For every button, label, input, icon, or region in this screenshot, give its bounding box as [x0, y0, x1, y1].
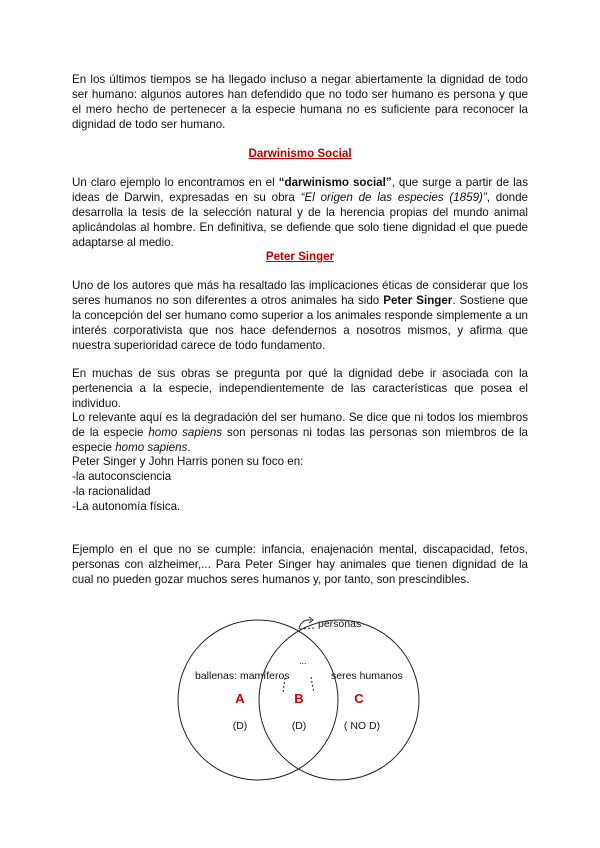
singer-paragraph-3	[72, 410, 528, 455]
italic-term: homo sapiens	[148, 426, 223, 439]
intro-paragraph: En los últimos tiempos se ha llegado incluso a negar abiertamente la dignidad de todo ser humano: algunos autores han defendido que no todo ser humano es persona y que el mero hecho de pertenecer a la especie humana no es suficiente para reconocer la dignidad de todo ser humano.	[72, 73, 528, 131]
region-b-label: B	[294, 691, 304, 706]
heading-peter-singer: Peter Singer	[265, 250, 335, 263]
region-a-label: A	[235, 691, 245, 706]
intersection-dash-right	[311, 677, 314, 693]
focus-item: -la autoconsciencia	[72, 470, 172, 483]
text-run: .	[187, 441, 191, 454]
left-circle	[178, 620, 338, 780]
region-b-sublabel: (D)	[291, 720, 307, 732]
text-run: Uno de los autores que más ha resaltado las implicaciones éticas de considerar que los seres humanos no son diferentes a otros animales ha sido	[72, 279, 528, 307]
bold-term: “darwinismo social”	[278, 176, 392, 189]
venn-diagram	[0, 600, 600, 800]
focus-item: -La autonomía física.	[72, 500, 181, 513]
focus-intro: Peter Singer y John Harris ponen su foco en:	[72, 455, 304, 468]
text-run: , que surge a partir de las ideas de Darwin, expresadas en su obra	[72, 176, 528, 204]
text-run: son personas ni todas las personas son miembros de la especie	[72, 426, 528, 454]
singer-paragraph-2: En muchas de sus obras se pregunta por qué la dignidad debe ir asociada con la pertenencia a la especie, independientemente de las características que posea el individuo.	[72, 367, 528, 410]
focus-list	[72, 454, 528, 514]
italic-term: homo sapiens	[115, 441, 188, 454]
singer-paragraph-1	[72, 278, 528, 353]
right-circle	[259, 620, 419, 780]
intersection-dot: ...	[299, 656, 307, 666]
text-run: . Sostiene que la concepción del ser humano como superior a los animales responde simplemente a un interés corporativista que nos hace defendernos a nosotros mismos, y afirma que nuestra superioridad carece de todo fundamento.	[72, 294, 528, 352]
region-c-label: C	[354, 691, 364, 706]
text-run: Un claro ejemplo lo encontramos en el	[72, 176, 279, 189]
text-run: , donde desarrolla la tesis de la selección natural y de la herencia propias del mundo animal aplicándolas al hombre. En definitiva, se defiende que solo tiene dignidad el que puede adaptarse al medio.	[72, 191, 528, 249]
right-circle-label: seres humanos	[331, 670, 403, 682]
singer-paragraph-5: Ejemplo en el que no se cumple: infancia, enajenación mental, discapacidad, fetos, personas con alzheimer,... Para Peter Singer hay animales que tienen dignidad de la cual no pueden gozar muchos seres humanos y, por tanto, son prescindibles.	[72, 543, 528, 586]
heading-darwinismo-social: Darwinismo Social	[248, 147, 352, 160]
region-a-sublabel: (D)	[232, 720, 248, 732]
bold-name: Peter Singer	[383, 294, 453, 307]
arrow-label: personas	[318, 618, 362, 630]
italic-book-title: “El origen de las especies (1859)”	[300, 191, 487, 204]
darwinismo-paragraph	[72, 175, 528, 250]
left-circle-label: ballenas: mamíferos	[195, 670, 290, 682]
text-run: Lo relevante aquí es la degradación del ser humano. Se dice que ni todos los miembros de la especie	[72, 411, 528, 439]
region-c-sublabel: ( NO D)	[343, 720, 381, 732]
focus-item: -la racionalidad	[72, 485, 151, 498]
